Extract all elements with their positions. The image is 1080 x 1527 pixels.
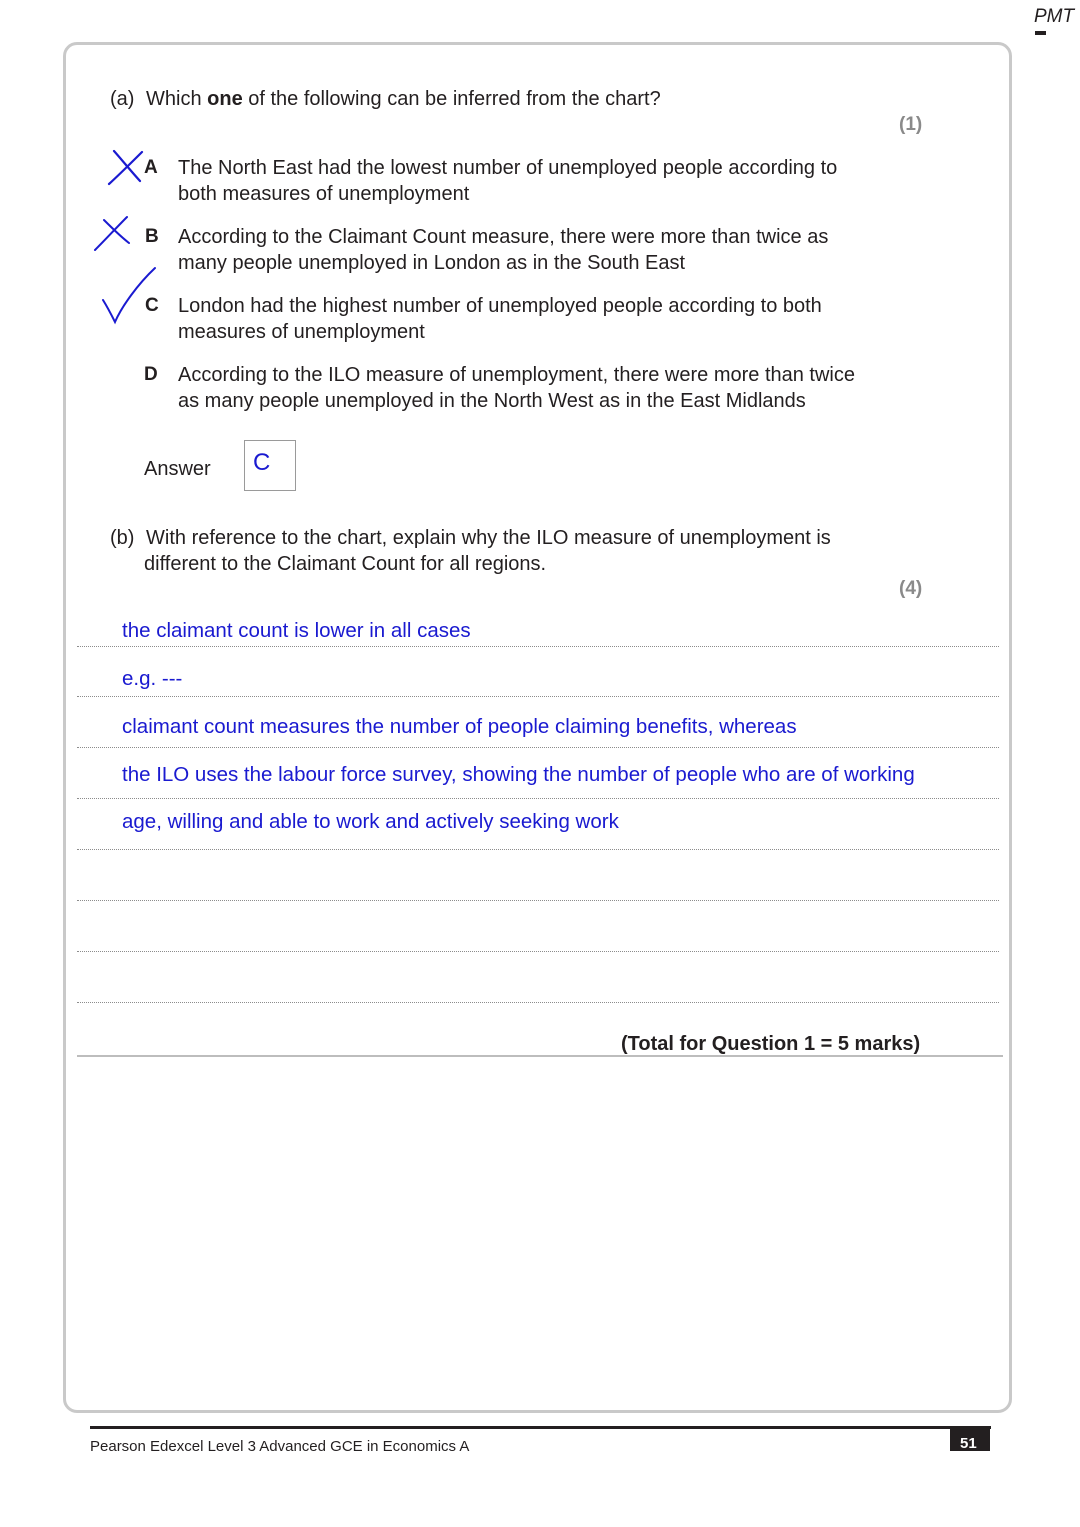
answer-line-2: e.g. --- xyxy=(122,667,183,690)
part-b-question-line2: different to the Claimant Count for all regions. xyxy=(144,553,547,575)
dotted-line xyxy=(77,798,999,799)
page-number-box xyxy=(950,1429,990,1451)
part-b-question-line1 xyxy=(110,525,831,551)
option-c-line1: London had the highest number of unemployed people according to both xyxy=(178,295,822,317)
part-a-question-end: of the following can be inferred from the chart? xyxy=(242,88,661,110)
watermark-bar xyxy=(1035,31,1046,35)
part-a-question xyxy=(110,86,661,112)
option-b-line2: many people unemployed in London as in the South East xyxy=(178,252,686,274)
option-b-line1: According to the Claimant Count measure, there were more than twice as xyxy=(178,226,829,248)
question-total: (Total for Question 1 = 5 marks) xyxy=(621,1033,921,1055)
part-a-label: (a) xyxy=(110,88,135,110)
part-b-question-text1: With reference to the chart, explain why the ILO measure of unemployment is xyxy=(146,527,831,549)
part-a-question-start: Which xyxy=(146,88,208,110)
option-b-letter: B xyxy=(145,226,159,247)
footer-text: Pearson Edexcel Level 3 Advanced GCE in Economics A xyxy=(90,1438,470,1451)
dotted-line xyxy=(77,747,999,748)
dotted-line xyxy=(77,951,999,952)
option-c-letter: C xyxy=(145,295,159,316)
answer-line-1: the claimant count is lower in all cases xyxy=(122,619,471,642)
option-a-line2: both measures of unemployment xyxy=(178,183,470,205)
page-number: 51 xyxy=(960,1435,977,1451)
answer-line-4: the ILO uses the labour force survey, showing the number of people who are of working xyxy=(122,763,915,786)
dotted-line xyxy=(77,646,999,647)
answer-line-5: age, willing and able to work and actively seeking work xyxy=(122,810,619,833)
option-d-letter: D xyxy=(144,364,158,385)
answer-label: Answer xyxy=(144,458,211,480)
option-a-line1: The North East had the lowest number of unemployed people according to xyxy=(178,157,838,179)
part-a-marks: (1) xyxy=(899,114,923,135)
answer-handwritten xyxy=(252,447,282,475)
pmt-watermark: PMT xyxy=(1034,6,1075,27)
dotted-line xyxy=(77,1002,999,1003)
part-b-label: (b) xyxy=(110,527,135,549)
dotted-line xyxy=(77,849,999,850)
footer-rule xyxy=(90,1426,991,1429)
cross-mark-icon xyxy=(104,146,146,188)
cross-mark-icon xyxy=(92,212,134,254)
option-a-letter: A xyxy=(144,157,158,178)
dotted-line xyxy=(77,696,999,697)
tick-mark-icon xyxy=(100,266,160,326)
answer-line-3: claimant count measures the number of people claiming benefits, whereas xyxy=(122,715,797,738)
total-rule xyxy=(77,1055,1003,1057)
answer-value-text: C xyxy=(253,449,271,476)
option-d-line2: as many people unemployed in the North West as in the East Midlands xyxy=(178,390,806,412)
option-c-line2: measures of unemployment xyxy=(178,321,425,343)
part-b-marks: (4) xyxy=(899,578,923,599)
dotted-line xyxy=(77,900,999,901)
part-a-question-bold: one xyxy=(207,88,243,110)
option-d-line1: According to the ILO measure of unemployment, there were more than twice xyxy=(178,364,856,386)
